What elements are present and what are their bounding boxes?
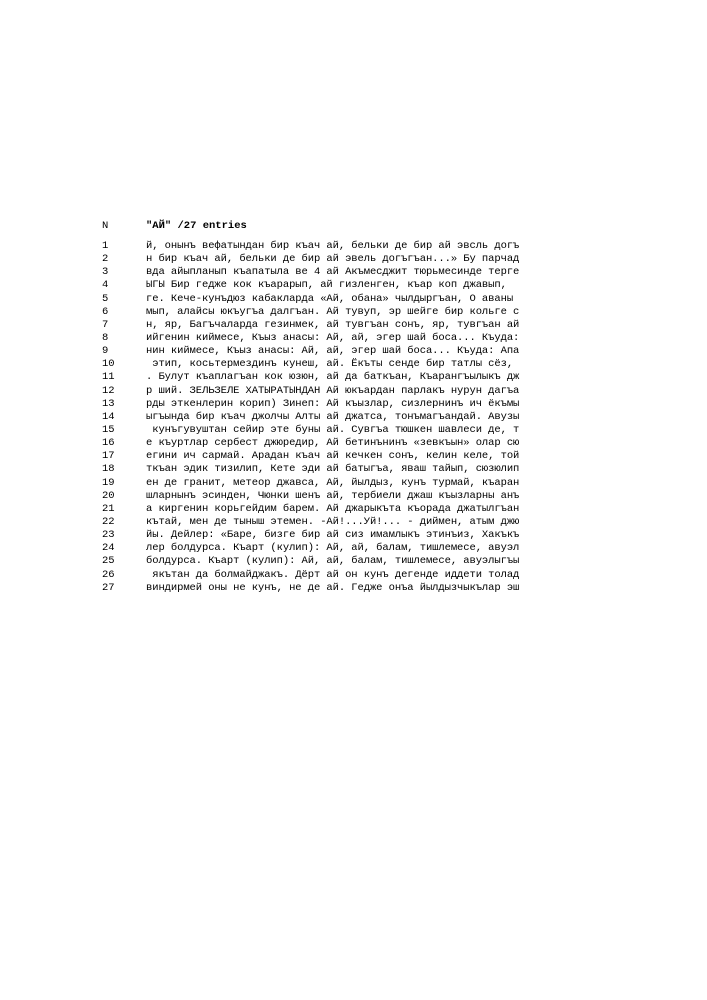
concordance-header: [102, 219, 247, 233]
concordance-line: н, яр, Багъчаларда гезинмек, ай тувгъан сонъ, яр, тувгъан ай: [146, 318, 520, 331]
row-number: 22: [102, 515, 115, 528]
concordance-row: [102, 463, 582, 476]
row-number: 26: [102, 568, 115, 581]
concordance-row: [102, 358, 582, 371]
concordance-line: рды эткенлерин корип) Зинеп: Ай къызлар, сизлернинъ ич ёкъмы: [146, 397, 520, 410]
concordance-row: [102, 516, 582, 529]
row-number: 23: [102, 529, 115, 542]
row-number: 9: [102, 345, 109, 358]
concordance-line: й, онынъ вефатындан бир къач ай, бельки де бир ай эвсль догъ: [146, 240, 520, 252]
row-number: 18: [102, 463, 115, 476]
concordance-row: [102, 477, 582, 490]
row-number: 11: [102, 371, 115, 384]
row-number: 6: [102, 305, 109, 318]
row-number: 17: [102, 450, 115, 463]
concordance-row: [102, 503, 582, 516]
concordance-row: [102, 437, 582, 450]
concordance-row: [102, 319, 582, 332]
concordance-line: ен де гранит, метеор джавса, Ай, йылдыз, кунъ турмай, къаран: [146, 476, 520, 489]
concordance-line: ЫГЫ Бир гедже кок къарарып, ай гизленген, къар коп джавып,: [146, 279, 507, 292]
row-number: 27: [102, 581, 115, 594]
concordance-row: [102, 266, 582, 279]
row-number: 1: [102, 240, 109, 252]
row-number: 19: [102, 476, 115, 489]
concordance-row: [102, 424, 582, 437]
row-number: 24: [102, 542, 115, 555]
row-number: 13: [102, 397, 115, 410]
concordance-row: [102, 279, 582, 292]
concordance-row: [102, 582, 582, 595]
concordance-line: ыгъында бир къач джолчы Алты ай джатса, тонъмагъандай. Авузы: [146, 410, 520, 423]
concordance-row: [102, 398, 582, 411]
row-number: 4: [102, 279, 109, 292]
concordance-line: р ший. ЗЕЛЬЗЕЛЕ ХАТЫРАТЫНДАН Ай юкъардан парлакъ нурун дагъа: [146, 384, 520, 397]
concordance-title: "АЙ" /27 entries: [146, 220, 247, 232]
row-number: 20: [102, 489, 115, 502]
concordance-line: ткъан эдик тизилип, Кете эди ай батыгъа, яваш тайып, сюзюлип: [146, 463, 520, 476]
concordance-line: виндирмей оны не кунъ, не де ай. Гедже онъа йылдызчыкълар эш: [146, 581, 520, 594]
row-number: 5: [102, 292, 109, 305]
concordance-row: [102, 569, 582, 582]
concordance-list: [102, 240, 582, 595]
concordance-line: мып, алайсы юкъугъа далгъан. Ай тувуп, эр шейге бир кольге с: [146, 305, 520, 318]
concordance-line: н бир къач ай, бельки де бир ай эвель догъгъан...» Бу парчад: [146, 253, 520, 266]
row-number: 16: [102, 437, 115, 450]
concordance-row: [102, 490, 582, 503]
concordance-line: вда айыпланып къапатыла ве 4 ай Акъмесджит тюрьмесинде терге: [146, 266, 520, 279]
concordance-line: нин киймесе, Къыз анасы: Ай, ай, эгер шай боса... Къуда: Апа: [146, 345, 520, 358]
concordance-row: [102, 529, 582, 542]
concordance-row: [102, 253, 582, 266]
concordance-row: [102, 542, 582, 555]
row-number: 3: [102, 266, 109, 279]
concordance-row: [102, 306, 582, 319]
row-number: 10: [102, 358, 115, 371]
row-number: 21: [102, 502, 115, 515]
concordance-row: [102, 240, 582, 253]
concordance-line: . Булут къаплагъан кок юзюн, ай да баткъан, Къарангъылыкъ дж: [146, 371, 520, 384]
concordance-line: кътай, мен де тыныш этемен. -Ай!...Уй!... - диймен, атым джю: [146, 515, 520, 528]
concordance-line: кунъгувуштан сейир эте буны ай. Сувгъа тюшкен шавлеси де, т: [146, 423, 520, 436]
concordance-row: [102, 555, 582, 568]
concordance-line: е къуртлар сербест джюредир, Ай бетинънинъ «зевкъын» олар сю: [146, 437, 520, 450]
concordance-line: этип, косьтермездинъ кунеш, ай. Ёкъты сенде бир татлы сёз,: [146, 358, 514, 371]
concordance-row: [102, 293, 582, 306]
concordance-line: егини ич сармай. Арадан къач ай кечкен сонъ, келин келе, той: [146, 450, 520, 463]
column-n-label: N: [102, 220, 109, 232]
concordance-row: [102, 411, 582, 424]
row-number: 2: [102, 253, 109, 266]
concordance-line: шларнынъ эсинден, Чюнки шенъ ай, тербиели джаш къызларны анъ: [146, 489, 520, 502]
concordance-line: болдурса. Къарт (кулип): Ай, ай, балам, тишлемесе, авуэлыгъы: [146, 555, 520, 568]
concordance-row: [102, 371, 582, 384]
concordance-line: а киргенин корьгейдим барем. Ай джарыкъта къорада джатылгъан: [146, 502, 520, 515]
concordance-line: ийгенин киймесе, Къыз анасы: Ай, ай, эгер шай боса... Къуда:: [146, 331, 520, 344]
concordance-row: [102, 345, 582, 358]
concordance-line: якътан да болмайджакъ. Дёрт ай он кунъ дегенде иддети толад: [146, 568, 520, 581]
row-number: 15: [102, 423, 115, 436]
row-number: 12: [102, 384, 115, 397]
concordance-line: йы. Дейлер: «Баре, бизге бир ай сиз имамлыкъ этинъиз, Хакъкъ: [146, 529, 520, 542]
concordance-row: [102, 332, 582, 345]
row-number: 14: [102, 410, 115, 423]
row-number: 8: [102, 331, 109, 344]
concordance-row: [102, 450, 582, 463]
concordance-line: ге. Кече-кунъдюз кабакларда «Ай, обана» чылдыргъан, О аваны: [146, 292, 514, 305]
concordance-line: лер болдурса. Къарт (кулип): Ай, ай, балам, тишлемесе, авуэл: [146, 542, 520, 555]
row-number: 25: [102, 555, 115, 568]
row-number: 7: [102, 318, 109, 331]
concordance-row: [102, 385, 582, 398]
